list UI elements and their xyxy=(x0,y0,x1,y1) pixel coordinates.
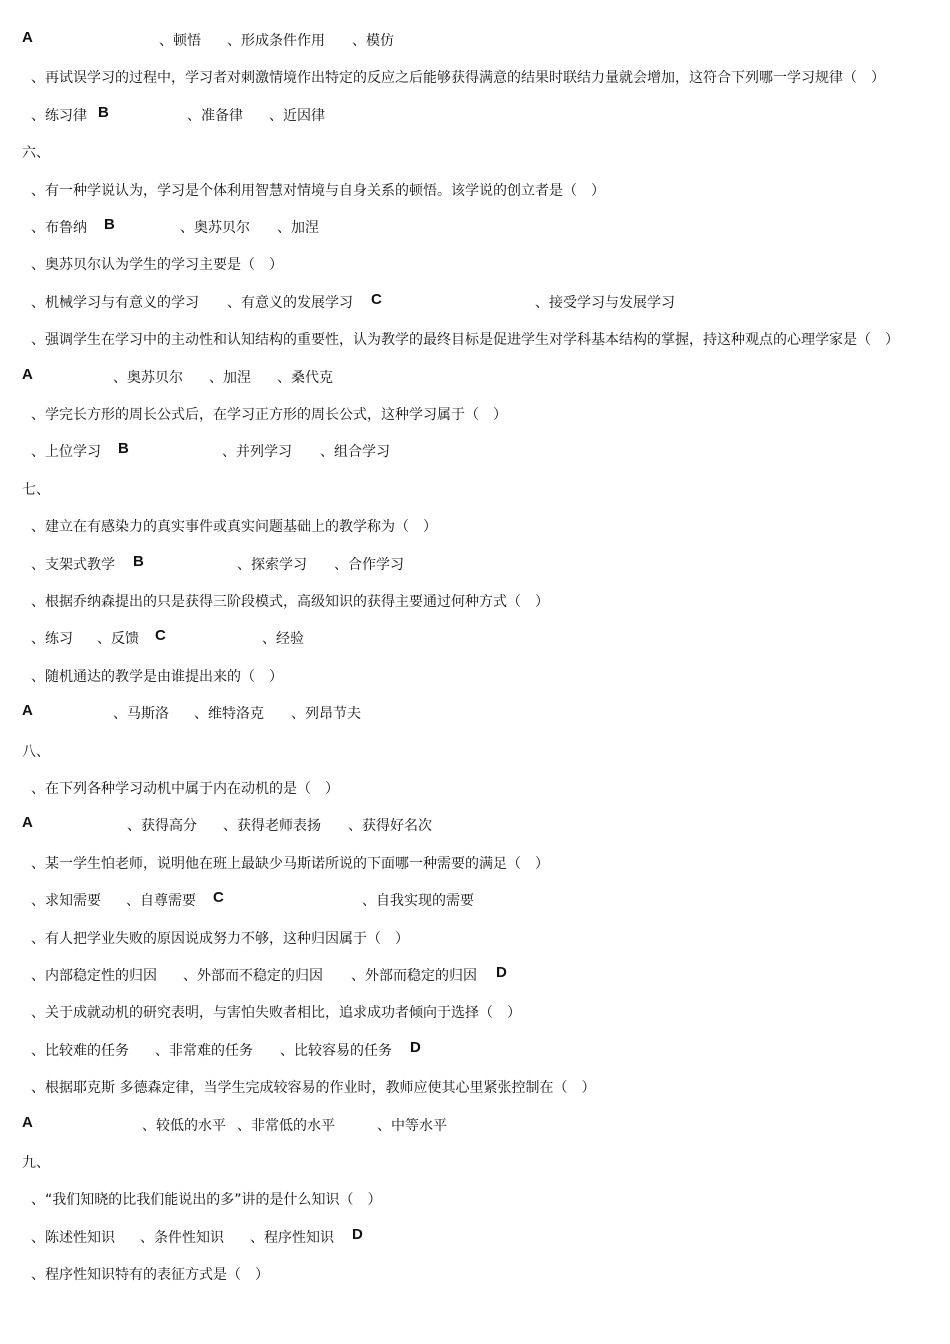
text-segment: 、条件性知识 xyxy=(140,1229,224,1246)
text-segment: 、比较难的任务 xyxy=(31,1042,129,1059)
text-segment: 、并列学习 xyxy=(222,444,292,461)
text-line xyxy=(0,1002,950,1024)
text-segment: 、奥苏贝尔认为学生的学习主要是（ ） xyxy=(31,257,283,274)
option-letter: C xyxy=(371,290,382,308)
text-line xyxy=(0,516,950,538)
option-letter: A xyxy=(22,1113,33,1131)
text-segment: 、非常低的水平 xyxy=(237,1117,335,1134)
text-segment: 八、 xyxy=(22,743,50,760)
option-letter: B xyxy=(98,103,109,121)
option-letter: D xyxy=(410,1038,421,1056)
text-line xyxy=(0,30,950,52)
text-segment: 、非常难的任务 xyxy=(155,1042,253,1059)
text-segment: 、探索学习 xyxy=(237,556,307,573)
text-segment: 、获得高分 xyxy=(127,818,197,835)
text-segment: 、马斯洛 xyxy=(113,706,169,723)
text-line xyxy=(0,329,950,351)
text-segment: 、合作学习 xyxy=(334,556,404,573)
text-line xyxy=(0,67,950,89)
text-segment: 、反馈 xyxy=(97,631,139,648)
text-line xyxy=(0,404,950,426)
text-segment: 、有一种学说认为，学习是个体利用智慧对情境与自身关系的顿悟。该学说的创立者是（ ） xyxy=(31,182,605,199)
text-segment: 、奥苏贝尔 xyxy=(113,369,183,386)
text-line xyxy=(0,890,950,912)
option-letter: A xyxy=(22,814,33,832)
option-letter: A xyxy=(22,365,33,383)
text-line xyxy=(0,479,950,501)
text-line xyxy=(0,554,950,576)
text-segment: 、加涅 xyxy=(277,220,319,236)
text-line xyxy=(0,292,950,314)
text-line xyxy=(0,217,950,239)
text-segment: 、顿悟 xyxy=(159,33,201,49)
text-segment: 、自我实现的需要 xyxy=(362,893,474,910)
text-segment: 、比较容易的任务 xyxy=(280,1042,392,1059)
text-segment: 、再试误学习的过程中，学习者对刺激情境作出特定的反应之后能够获得满意的结果时联结力量就会增加，这符合下列哪一学习规律（ ） xyxy=(31,70,885,87)
text-segment: 、列昂节夫 xyxy=(291,706,361,723)
text-line xyxy=(0,703,950,725)
text-segment: 、中等水平 xyxy=(377,1117,447,1134)
text-line xyxy=(0,105,950,127)
text-segment: 七、 xyxy=(22,481,50,498)
option-letter: A xyxy=(22,702,33,720)
text-segment: 、程序性知识特有的表征方式是（ ） xyxy=(31,1267,269,1284)
text-segment: 、练习 xyxy=(31,631,73,648)
text-segment: 、获得好名次 xyxy=(348,818,432,835)
text-segment: 、建立在有感染力的真实事件或真实问题基础上的教学称为（ ） xyxy=(31,519,437,536)
text-line xyxy=(0,591,950,613)
text-segment: 、根据耶克斯 多德森定律，当学生完成较容易的作业时，教师应使其心里紧张控制在（ ） xyxy=(31,1080,596,1097)
text-segment: 、维特洛克 xyxy=(194,706,264,723)
text-segment: 九、 xyxy=(22,1155,50,1171)
option-letter: C xyxy=(213,889,224,907)
text-line xyxy=(0,180,950,202)
text-line xyxy=(0,965,950,987)
text-segment: 、练习律 xyxy=(31,107,87,124)
option-letter: D xyxy=(496,964,507,981)
text-segment: 、求知需要 xyxy=(31,893,101,910)
text-line xyxy=(0,853,950,875)
text-segment: 、较低的水平 xyxy=(142,1117,226,1134)
text-line xyxy=(0,1152,950,1174)
text-segment: 、在下列各种学习动机中属于内在动机的是（ ） xyxy=(31,781,339,797)
text-segment: 、某一学生怕老师，说明他在班上最缺少马斯诺所说的下面哪一种需要的满足（ ） xyxy=(31,855,549,872)
text-segment: 、陈述性知识 xyxy=(31,1229,115,1246)
text-line xyxy=(0,1040,950,1062)
text-line xyxy=(0,1189,950,1211)
text-line xyxy=(0,666,950,688)
text-segment: 、经验 xyxy=(262,631,304,648)
text-segment: 、桑代克 xyxy=(277,369,333,386)
text-segment: 六、 xyxy=(22,145,50,162)
text-segment: 、布鲁纳 xyxy=(31,220,87,236)
text-line xyxy=(0,928,950,950)
text-line xyxy=(0,628,950,650)
option-letter: B xyxy=(118,440,129,458)
option-letter: A xyxy=(22,29,33,46)
text-segment: 、支架式教学 xyxy=(31,556,115,573)
option-letter: B xyxy=(133,552,144,570)
text-segment: 、内部稳定性的归因 xyxy=(31,968,157,984)
option-letter: B xyxy=(104,216,115,233)
text-segment: 、形成条件作用 xyxy=(227,33,325,49)
text-segment: 、加涅 xyxy=(209,369,251,386)
text-segment: 、“我们知晓的比我们能说出的多”讲的是什么知识（ ） xyxy=(31,1192,382,1209)
text-line xyxy=(0,778,950,800)
text-segment: 、上位学习 xyxy=(31,444,101,461)
text-line xyxy=(0,1227,950,1249)
text-segment: 、关于成就动机的研究表明，与害怕失败者相比，追求成功者倾向于选择（ ） xyxy=(31,1005,521,1022)
text-segment: 、强调学生在学习中的主动性和认知结构的重要性，认为教学的最终目标是促进学生对学科基本结构的掌握，持这种观点的心理学家是（ ） xyxy=(31,332,899,349)
text-segment: 、外部而不稳定的归因 xyxy=(183,968,323,984)
text-line xyxy=(0,367,950,389)
text-segment: 、接受学习与发展学习 xyxy=(535,294,675,311)
text-line xyxy=(0,254,950,276)
text-segment: 、准备律 xyxy=(187,107,243,124)
text-segment: 、有意义的发展学习 xyxy=(227,294,353,311)
text-segment: 、学完长方形的周长公式后，在学习正方形的周长公式，这种学习属于（ ） xyxy=(31,407,507,423)
text-segment: 、根据乔纳森提出的只是获得三阶段模式，高级知识的获得主要通过何种方式（ ） xyxy=(31,594,549,610)
option-letter: D xyxy=(352,1225,363,1243)
text-line xyxy=(0,1264,950,1286)
text-line xyxy=(0,441,950,463)
text-line xyxy=(0,741,950,763)
text-segment: 、组合学习 xyxy=(320,444,390,461)
text-segment: 、程序性知识 xyxy=(250,1229,334,1246)
text-line xyxy=(0,1115,950,1137)
text-segment: 、有人把学业失败的原因说成努力不够，这种归因属于（ ） xyxy=(31,930,409,947)
text-line xyxy=(0,142,950,164)
text-segment: 、机械学习与有意义的学习 xyxy=(31,294,199,311)
text-segment: 、获得老师表扬 xyxy=(223,818,321,835)
text-segment: 、外部而稳定的归因 xyxy=(351,968,477,984)
text-line xyxy=(0,1077,950,1099)
text-segment: 、奥苏贝尔 xyxy=(180,220,250,236)
text-segment: 、自尊需要 xyxy=(126,893,196,910)
text-segment: 、随机通达的教学是由谁提出来的（ ） xyxy=(31,668,283,685)
text-segment: 、模仿 xyxy=(352,33,394,49)
option-letter: C xyxy=(155,627,166,645)
text-segment: 、近因律 xyxy=(269,107,325,124)
text-line xyxy=(0,815,950,837)
